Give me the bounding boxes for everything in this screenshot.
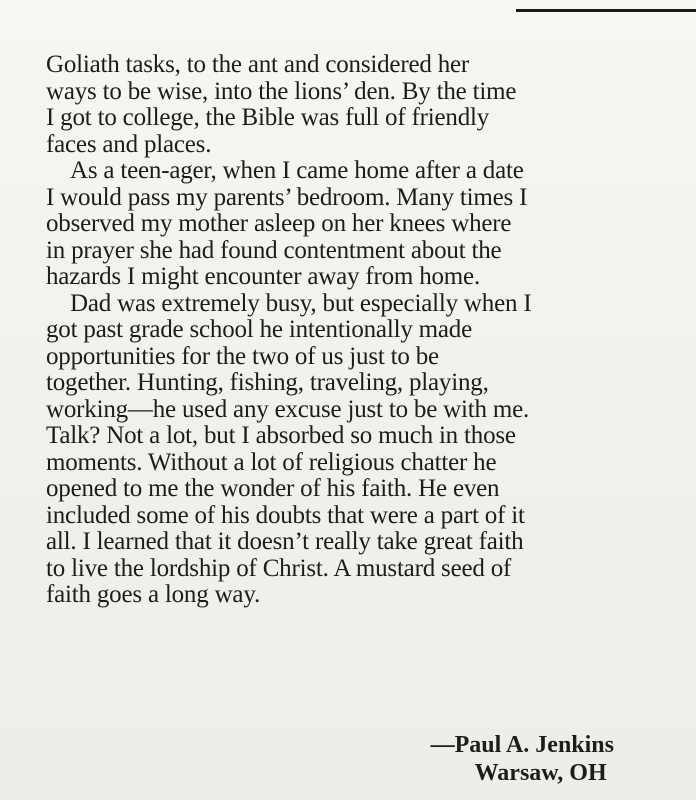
article-line-15: Talk? Not a lot, but I absorbed so much in those — [46, 422, 516, 449]
article-line-18: included some of his doubts that were a part of it — [46, 501, 525, 529]
article-line-14: working—he used any excuse just to be with me. — [46, 395, 530, 423]
article-line-2: ways to be wise, into the lions’ den. By the time — [46, 77, 517, 105]
article-line-10: Dad was extremely busy, but especially when I — [70, 289, 532, 317]
article-line-19: all. I learned that it doesn’t really take great faith — [46, 528, 524, 555]
article-line-3: I got to college, the Bible was full of friendly — [46, 104, 490, 131]
article-line-21: faith goes a long way. — [46, 581, 261, 608]
article-line-9: hazards I might encounter away from home. — [46, 263, 480, 290]
article-line-4: faces and places. — [46, 130, 212, 158]
article-line-1: Goliath tasks, to the ant and considered her — [46, 51, 470, 78]
author-signature — [431, 731, 614, 787]
article-line-13: together. Hunting, fishing, traveling, playing, — [46, 369, 489, 396]
article-line-17: opened to me the wonder of his faith. He even — [46, 475, 500, 502]
article-line-8: in prayer she had found contentment about the — [46, 236, 502, 264]
article-line-11: got past grade school he intentionally made — [46, 316, 473, 343]
author-name: —Paul A. Jenkins — [430, 732, 614, 758]
article-line-7: observed my mother asleep on her knees where — [46, 210, 512, 237]
article-line-20: to live the lordship of Christ. A mustard seed of — [46, 554, 512, 582]
article-body — [46, 52, 686, 609]
article-line-6: I would pass my parents’ bedroom. Many times I — [46, 183, 528, 211]
article-line-16: moments. Without a lot of religious chatter he — [46, 448, 497, 476]
article-line-5: As a teen-ager, when I came home after a date — [70, 157, 524, 184]
top-rule-divider — [516, 9, 696, 12]
article-line-12: opportunities for the two of us just to be — [46, 342, 439, 370]
author-location: Warsaw, OH — [474, 760, 607, 786]
